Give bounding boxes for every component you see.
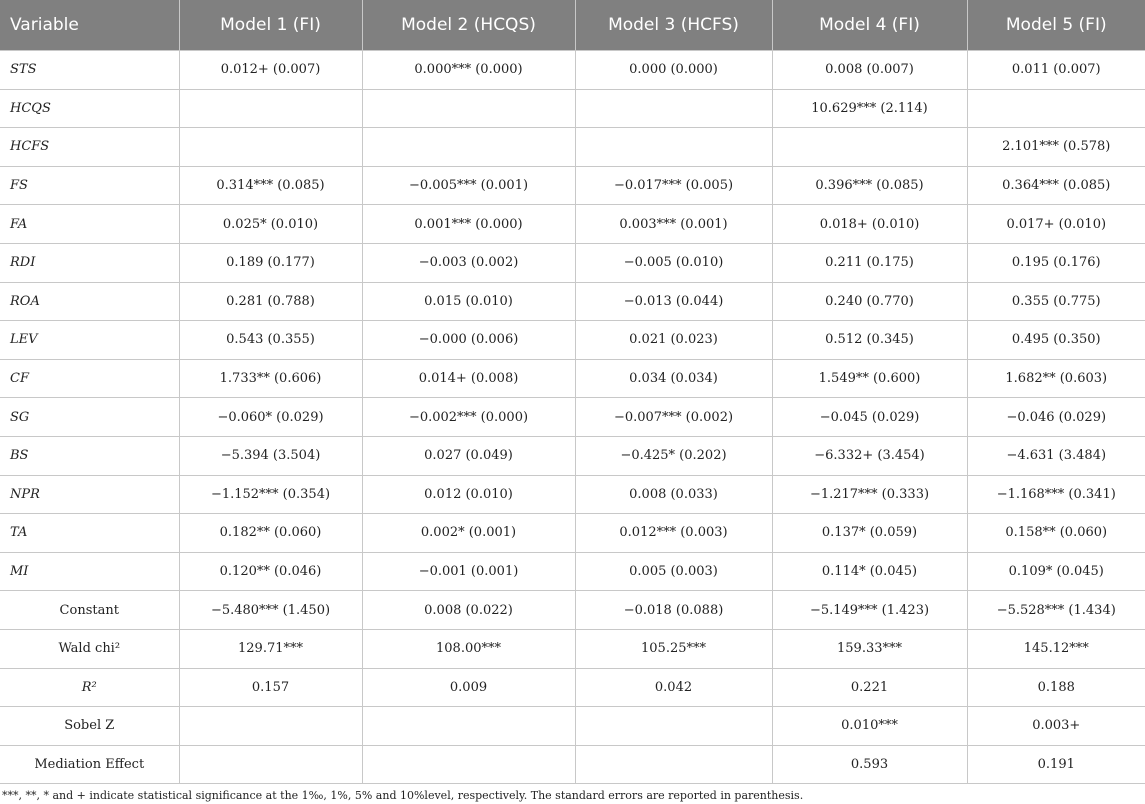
value-cell: −6.332+ (3.454) bbox=[772, 436, 967, 475]
value-cell: 0.012+ (0.007) bbox=[179, 51, 362, 90]
value-cell: −0.005*** (0.001) bbox=[362, 166, 575, 205]
header-cell: Model 1 (FI) bbox=[179, 0, 362, 51]
header-cell: Model 5 (FI) bbox=[967, 0, 1145, 51]
value-cell: 0.010*** bbox=[772, 707, 967, 746]
value-cell: −1.217*** (0.333) bbox=[772, 475, 967, 514]
variable-cell: TA bbox=[0, 514, 179, 553]
value-cell: −5.394 (3.504) bbox=[179, 436, 362, 475]
value-cell: 105.25*** bbox=[575, 629, 772, 668]
variable-cell: SG bbox=[0, 398, 179, 437]
table-row bbox=[0, 321, 1145, 360]
value-cell: 0.008 (0.022) bbox=[362, 591, 575, 630]
table-row bbox=[0, 629, 1145, 668]
value-cell bbox=[362, 128, 575, 167]
value-cell: −0.045 (0.029) bbox=[772, 398, 967, 437]
value-cell: 0.003*** (0.001) bbox=[575, 205, 772, 244]
variable-cell: NPR bbox=[0, 475, 179, 514]
value-cell: −0.060* (0.029) bbox=[179, 398, 362, 437]
table-row bbox=[0, 282, 1145, 321]
table-row bbox=[0, 166, 1145, 205]
value-cell: −0.003 (0.002) bbox=[362, 243, 575, 282]
table-body bbox=[0, 51, 1145, 784]
value-cell: 0.005 (0.003) bbox=[575, 552, 772, 591]
value-cell: 0.195 (0.176) bbox=[967, 243, 1145, 282]
variable-cell: ROA bbox=[0, 282, 179, 321]
value-cell: −0.007*** (0.002) bbox=[575, 398, 772, 437]
variable-cell: RDI bbox=[0, 243, 179, 282]
variable-cell: Wald chi² bbox=[0, 629, 179, 668]
value-cell: 0.495 (0.350) bbox=[967, 321, 1145, 360]
value-cell: −0.013 (0.044) bbox=[575, 282, 772, 321]
header-row bbox=[0, 0, 1145, 51]
table-row bbox=[0, 51, 1145, 90]
value-cell: 0.281 (0.788) bbox=[179, 282, 362, 321]
value-cell: 0.158** (0.060) bbox=[967, 514, 1145, 553]
value-cell: 10.629*** (2.114) bbox=[772, 89, 967, 128]
table-row bbox=[0, 359, 1145, 398]
value-cell: 0.355 (0.775) bbox=[967, 282, 1145, 321]
value-cell: 0.512 (0.345) bbox=[772, 321, 967, 360]
table-row bbox=[0, 707, 1145, 746]
value-cell: −0.001 (0.001) bbox=[362, 552, 575, 591]
value-cell: 0.182** (0.060) bbox=[179, 514, 362, 553]
value-cell: 0.188 bbox=[967, 668, 1145, 707]
value-cell: −1.168*** (0.341) bbox=[967, 475, 1145, 514]
table-footnote: ***, **, * and + indicate statistical significance at the 1‰, 1%, 5% and 10%level, respectively. The standard errors are reported in parenthesis. bbox=[2, 789, 804, 802]
value-cell bbox=[575, 745, 772, 784]
variable-cell: Mediation Effect bbox=[0, 745, 179, 784]
value-cell: 0.008 (0.007) bbox=[772, 51, 967, 90]
table-row bbox=[0, 591, 1145, 630]
variable-cell: MI bbox=[0, 552, 179, 591]
value-cell: 0.314*** (0.085) bbox=[179, 166, 362, 205]
value-cell bbox=[362, 707, 575, 746]
value-cell: 0.003+ bbox=[967, 707, 1145, 746]
value-cell: 0.012*** (0.003) bbox=[575, 514, 772, 553]
value-cell: 2.101*** (0.578) bbox=[967, 128, 1145, 167]
value-cell: 0.015 (0.010) bbox=[362, 282, 575, 321]
value-cell: 0.364*** (0.085) bbox=[967, 166, 1145, 205]
header-cell: Model 3 (HCFS) bbox=[575, 0, 772, 51]
value-cell: 0.137* (0.059) bbox=[772, 514, 967, 553]
value-cell: 0.221 bbox=[772, 668, 967, 707]
table-row bbox=[0, 243, 1145, 282]
table-row bbox=[0, 398, 1145, 437]
value-cell: −5.149*** (1.423) bbox=[772, 591, 967, 630]
variable-cell: BS bbox=[0, 436, 179, 475]
value-cell: −0.002*** (0.000) bbox=[362, 398, 575, 437]
value-cell: 1.549** (0.600) bbox=[772, 359, 967, 398]
value-cell: 0.001*** (0.000) bbox=[362, 205, 575, 244]
value-cell: 0.396*** (0.085) bbox=[772, 166, 967, 205]
variable-cell: LEV bbox=[0, 321, 179, 360]
header-cell: Variable bbox=[0, 0, 179, 51]
variable-cell: CF bbox=[0, 359, 179, 398]
table-row bbox=[0, 745, 1145, 784]
value-cell: 0.002* (0.001) bbox=[362, 514, 575, 553]
variable-cell: Constant bbox=[0, 591, 179, 630]
value-cell: 145.12*** bbox=[967, 629, 1145, 668]
variable-cell: HCQS bbox=[0, 89, 179, 128]
value-cell: 108.00*** bbox=[362, 629, 575, 668]
value-cell: 1.682** (0.603) bbox=[967, 359, 1145, 398]
value-cell: 0.027 (0.049) bbox=[362, 436, 575, 475]
value-cell: −5.528*** (1.434) bbox=[967, 591, 1145, 630]
value-cell: 0.008 (0.033) bbox=[575, 475, 772, 514]
value-cell: 0.017+ (0.010) bbox=[967, 205, 1145, 244]
value-cell: 0.021 (0.023) bbox=[575, 321, 772, 360]
value-cell: 0.018+ (0.010) bbox=[772, 205, 967, 244]
table-row bbox=[0, 128, 1145, 167]
value-cell: −0.425* (0.202) bbox=[575, 436, 772, 475]
value-cell: −0.018 (0.088) bbox=[575, 591, 772, 630]
value-cell bbox=[575, 128, 772, 167]
header-cell: Model 2 (HCQS) bbox=[362, 0, 575, 51]
value-cell: −5.480*** (1.450) bbox=[179, 591, 362, 630]
variable-cell: FS bbox=[0, 166, 179, 205]
header-cell: Model 4 (FI) bbox=[772, 0, 967, 51]
value-cell bbox=[772, 128, 967, 167]
value-cell: 0.109* (0.045) bbox=[967, 552, 1145, 591]
value-cell: −0.000 (0.006) bbox=[362, 321, 575, 360]
variable-cell: STS bbox=[0, 51, 179, 90]
variable-cell: HCFS bbox=[0, 128, 179, 167]
value-cell bbox=[362, 89, 575, 128]
value-cell: 0.011 (0.007) bbox=[967, 51, 1145, 90]
value-cell: 0.191 bbox=[967, 745, 1145, 784]
value-cell: 0.189 (0.177) bbox=[179, 243, 362, 282]
value-cell: 0.543 (0.355) bbox=[179, 321, 362, 360]
table-row bbox=[0, 205, 1145, 244]
value-cell bbox=[575, 707, 772, 746]
table-row bbox=[0, 668, 1145, 707]
value-cell: 0.120** (0.046) bbox=[179, 552, 362, 591]
value-cell bbox=[362, 745, 575, 784]
value-cell: −0.017*** (0.005) bbox=[575, 166, 772, 205]
value-cell: 0.042 bbox=[575, 668, 772, 707]
value-cell: −4.631 (3.484) bbox=[967, 436, 1145, 475]
value-cell: 0.012 (0.010) bbox=[362, 475, 575, 514]
value-cell bbox=[179, 128, 362, 167]
table-row bbox=[0, 475, 1145, 514]
table-row bbox=[0, 89, 1145, 128]
value-cell: −0.005 (0.010) bbox=[575, 243, 772, 282]
value-cell: 0.000 (0.000) bbox=[575, 51, 772, 90]
value-cell: 129.71*** bbox=[179, 629, 362, 668]
value-cell: 0.000*** (0.000) bbox=[362, 51, 575, 90]
value-cell bbox=[575, 89, 772, 128]
value-cell bbox=[179, 707, 362, 746]
value-cell: 0.114* (0.045) bbox=[772, 552, 967, 591]
value-cell: 0.014+ (0.008) bbox=[362, 359, 575, 398]
value-cell: 0.240 (0.770) bbox=[772, 282, 967, 321]
value-cell: 0.211 (0.175) bbox=[772, 243, 967, 282]
value-cell: 0.593 bbox=[772, 745, 967, 784]
value-cell: 0.009 bbox=[362, 668, 575, 707]
value-cell: 0.157 bbox=[179, 668, 362, 707]
value-cell bbox=[179, 745, 362, 784]
variable-cell: Sobel Z bbox=[0, 707, 179, 746]
table-row bbox=[0, 552, 1145, 591]
variable-cell: R² bbox=[0, 668, 179, 707]
table-row bbox=[0, 436, 1145, 475]
value-cell: 1.733** (0.606) bbox=[179, 359, 362, 398]
value-cell: −1.152*** (0.354) bbox=[179, 475, 362, 514]
value-cell: 0.034 (0.034) bbox=[575, 359, 772, 398]
value-cell bbox=[967, 89, 1145, 128]
value-cell: 0.025* (0.010) bbox=[179, 205, 362, 244]
value-cell: 159.33*** bbox=[772, 629, 967, 668]
value-cell: −0.046 (0.029) bbox=[967, 398, 1145, 437]
value-cell bbox=[179, 89, 362, 128]
table-row bbox=[0, 514, 1145, 553]
variable-cell: FA bbox=[0, 205, 179, 244]
